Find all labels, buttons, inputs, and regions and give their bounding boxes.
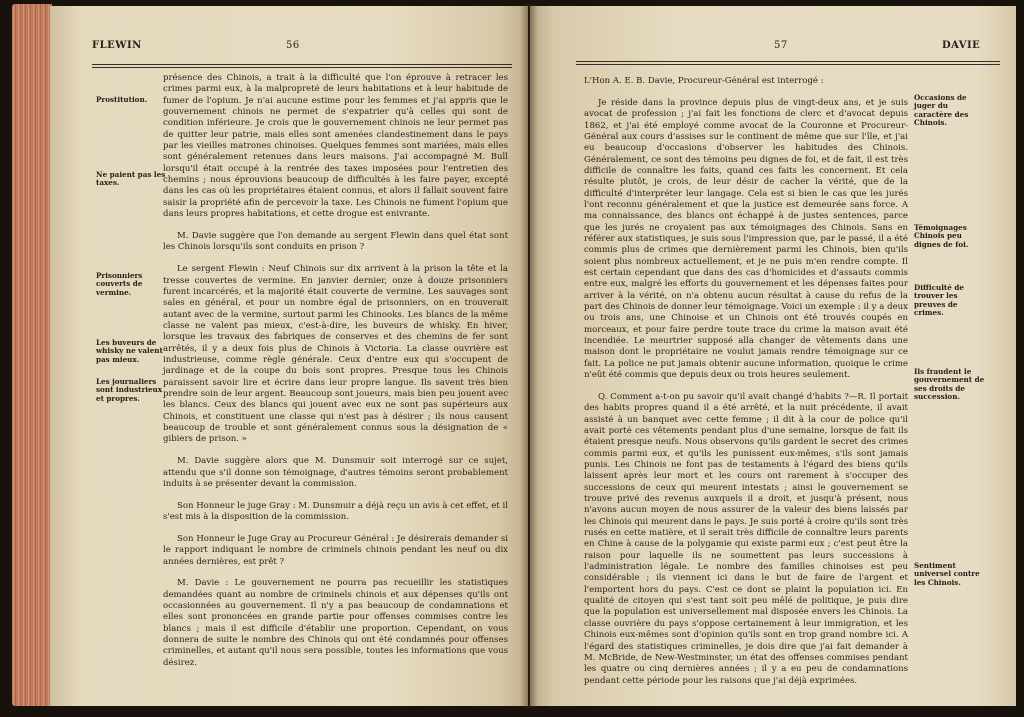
left-body xyxy=(163,73,508,669)
margin-note-temoignages: Témoignages Chinois peu dignes de foi. xyxy=(914,223,969,249)
margin-note-vermine: Prisonniers couverts de vermine. xyxy=(96,271,143,297)
right-page xyxy=(530,6,1016,706)
left-paragraph: Son Honneur le Juge Gray au Procureur Général : Je désirerais demander si le rapport indiquant le nombre de criminels chinois pendant les neuf ou dix années dernières, est prêt ? xyxy=(163,533,508,567)
right-page-number: 57 xyxy=(774,40,788,51)
left-paragraph: M. Davie suggère que l'on demande au sergent Flewin dans quel état sont les Chinois lorsqu'ils sont conduits en prison ? xyxy=(163,230,508,253)
right-body xyxy=(584,76,908,687)
right-paragraph: Je réside dans la province depuis plus de vingt-deux ans, et je suis avocat de profession ; j'ai fait les fonctions de clerc et d'avocat depuis 1862, et j'ai été employé comme avocat de la Couronne et Procureur-Général aux cours d'assises sur le continent de même que sur l'île, et j'ai eu beaucoup d'occasions d'observer les habitudes des Chinois. Généralement, ce sont des témoins peu dignes de foi, et de fait, il est très difficile de connaître les faits, quand ces faits les concernent. Et cela résulte plutôt, je crois, de leur désir de cacher la vérité, que de la difficulté d'interpréter leur langage. Cela est si bien le cas que les jurés l'ont reconnu généralement et que la justice est demeurée sans force. A ma connaissance, des blancs ont échappé à de justes sentences, parce que les jurés ne croyaient pas aux témoignages des Chinois. Sans en référer aux statistiques, je suis sous l'impression que, par le passé, il a été commis plus de crimes que dernièrement parmi les Chinois, bien qu'ils soient plus nombreux actuellement, et je ne puis m'en rendre compte. Il est certain cependant que dans des cas d'homicides et d'assauts commis entre eux, malgré les efforts du gouvernement et les dépenses faites pour arriver à la vérité, on n'a obtenu aucun résultat à cause du refus de la part des Chinois de donner leur témoignage. Voici un exemple : il y a deux ou trois ans, une Chinoise et un Chinois ont été trouvés coupés en morceaux, et pour faire perdre toute trace du crime la maison avait été incendiée. Le meurtrier supposé alla changer de vêtements dans une maison dont le propriétaire ne voulut jamais rendre témoignage sur ce fait. La police ne put jamais obtenir aucune information, quoique le crime n'eût été commis que depuis deux ou trois heures seulement. xyxy=(584,97,908,381)
margin-note-sentiment: Sentiment universel contre les Chinois. xyxy=(914,561,980,587)
margin-note-prostitution: Prostitution. xyxy=(96,95,148,104)
left-header-rule-2 xyxy=(92,67,512,68)
margin-note-succession: Ils fraudent le gouvernement de ses droits de succession. xyxy=(914,367,985,402)
page-edges xyxy=(12,4,52,706)
left-running-head: FLEWIN xyxy=(92,40,142,51)
left-header-rule xyxy=(92,64,512,65)
margin-note-taxes: Ne paient pas les taxes. xyxy=(96,170,166,188)
left-paragraph: M. Davie suggère alors que M. Dunsmuir soit interrogé sur ce sujet, attendu que s'il donne son témoignage, d'autres témoins seront probablement induits à se présenter devant la commission. xyxy=(163,456,508,489)
left-paragraph: Le sergent Flewin : Neuf Chinois sur dix arrivent à la prison la tête et la tresse couvertes de vermine. En janvier dernier, onze à douze prisonniers furent incarcérés, et la majorité était couverte de vermine. Les sauvages sont sales en général, et pour un nombre égal de prisonniers, on en trouverait autant avec de la vermine, surtout parmi les Chinooks. Les blancs de la même classe ne valent pas mieux, c'est-à-dire, les buveurs de whisky. En hiver, lorsque les travaux des fabriques de conserves et des chemins de fer sont arrêtés, il y a deux fois plus de Chinois à Victoria. La classe ouvrière est industrieuse, comme règle générale. Ceux d'entre eux qui s'occupent de jardinage et de la coupe du bois sont propres. Presque tous les Chinois paraissent savoir lire et écrire dans leur propre langue. Ils savent très bien prendre soin de leur argent. Beaucoup sont joueurs, mais bien peu jouent avec les blancs. Ceux des blancs qui jouent avec eux ne sont pas supérieurs aux Chinois, et constituent une classe qui n'est pas à désirer ; ils nous causent beaucoup de trouble et sont généralement connus sous la désignation de « gibiers de prison. » xyxy=(163,264,508,445)
left-page xyxy=(50,6,528,706)
book-gutter xyxy=(520,4,538,708)
right-header-rule-2 xyxy=(576,64,1000,65)
right-heading: L'Hon A. E. B. Davie, Procureur-Général est interrogé : xyxy=(584,76,824,86)
margin-note-whisky: Les buveurs de whisky ne valent pas mieux. xyxy=(96,338,163,364)
margin-note-preuves: Difficulté de trouver les preuves de crimes. xyxy=(914,283,964,318)
margin-note-occasions: Occasions de juger du caractère des Chinois. xyxy=(914,93,969,128)
right-running-head: DAVIE xyxy=(942,40,981,51)
margin-note-journaliers: Les journaliers sont industrieux et propres. xyxy=(96,377,163,403)
left-paragraph: Son Honneur le juge Gray : M. Dunsmuir a déjà reçu un avis à cet effet, et il s'est mis à la disposition de la commission. xyxy=(163,500,508,523)
left-paragraph: présence des Chinois, a trait à la difficulté que l'on éprouve à retracer les crimes parmi eux, à la malpropreté de leurs habitations et à leur habitude de fumer de l'opium. Je n'ai aucune estime pour les femmes et j'ai appris que le gouvernement chinois ne permet de s'expatrier qu'à celles qui sont de condition inférieure. Je crois que le gouvernement chinois ne leur permet pas de quitter leur patrie, mais elles sont amenées clandestinement dans le pays par les vieilles matrones chinoises. Quelques femmes sont mariées, mais elles sont généralement retenues dans leurs maisons. J'ai accompagné M. Bull lorsqu'il était occupé à la rentrée des taxes imposées pour l'entretien des chemins ; nous éprouvions beaucoup de difficultés à les faire payer, excepté dans les cas où les propriétaires étaient connus, et alors il fallait souvent faire saisir la propriété afin de percevoir la taxe. Les Chinois ne fument l'opium que dans leurs propres habitations, et cette drogue est enivrante. xyxy=(163,73,508,220)
right-header-rule xyxy=(576,61,1000,62)
right-paragraph: Q. Comment a-t-on pu savoir qu'il avait changé d'habits ?—R. Il portait des habits propres quand il a été arrêté, et la nuit précédente, il avait assisté à un banquet avec cette femme ; il dit à la cour de police qu'il avait porté ces vêtements pendant plus d'une semaine, lorsque de fait ils étaient presque neufs. Nous observons qu'ils gardent le secret des crimes commis parmi eux, et qu'ils les punissent eux-mêmes, s'ils sont jamais punis. Les Chinois ne font pas de testaments à l'égard des biens qu'ils laissent après leur mort et les cours ont rarement à s'occuper des successions de ceux qui meurent intestats ; ainsi le gouvernement se trouve privé des revenus auxquels il a droit, et jusqu'à présent, nous n'avons aucun moyen de nous assurer de la valeur des biens laissés par les Chinois qui meurent dans le pays. Je suis porté à croire qu'ils sont très rusés en cette matière, et il serait très difficile de connaître leurs parents en Chine à cause de la polygamie qui existe parmi eux ; c'est peut être la raison pour laquelle ils ne soumettent pas leurs successions à l'administration légale. Le nombre des familles chinoises est peu considérable ; ils viennent ici dans le but de faire de l'argent et l'emportent hors du pays. C'est ce dont se plaint la population ici. En qualité de citoyen qui s'est tant soit peu mêlé de politique, je puis dire que la population est universellement mal disposée envers les Chinois. La classe ouvrière du pays s'oppose certainement à leur immigration, et les Chinois eux-mêmes sont d'opinion qu'ils sont en trop grand nombre ici. A l'égard des statistiques criminelles, je dois dire que j'ai fait demander à M. McBride, de New-Westminster, un état des offenses commises pendant les quatre ou cinq dernières années ; il y a eu peu de condamnations pendant cette période pour les raisons que j'ai déjà exprimées. xyxy=(584,391,908,686)
left-paragraph: M. Davie : Le gouvernement ne pourra pas recueillir les statistiques demandées quant au nombre de criminels chinois et aux dépenses qu'ils ont occasionnées au gouvernement. Il n'y a pas beaucoup de condamnations et elles sont prononcées en grande partie pour offenses commises contre les blancs ; mais il est difficile d'établir une proportion. Cependant, on vous donnera de suite le nombre des Chinois qui ont été condamnés pour offenses criminelles, et autant qu'il nous sera possible, toutes les informations que vous désirez. xyxy=(163,578,508,668)
left-page-number: 56 xyxy=(286,40,300,51)
